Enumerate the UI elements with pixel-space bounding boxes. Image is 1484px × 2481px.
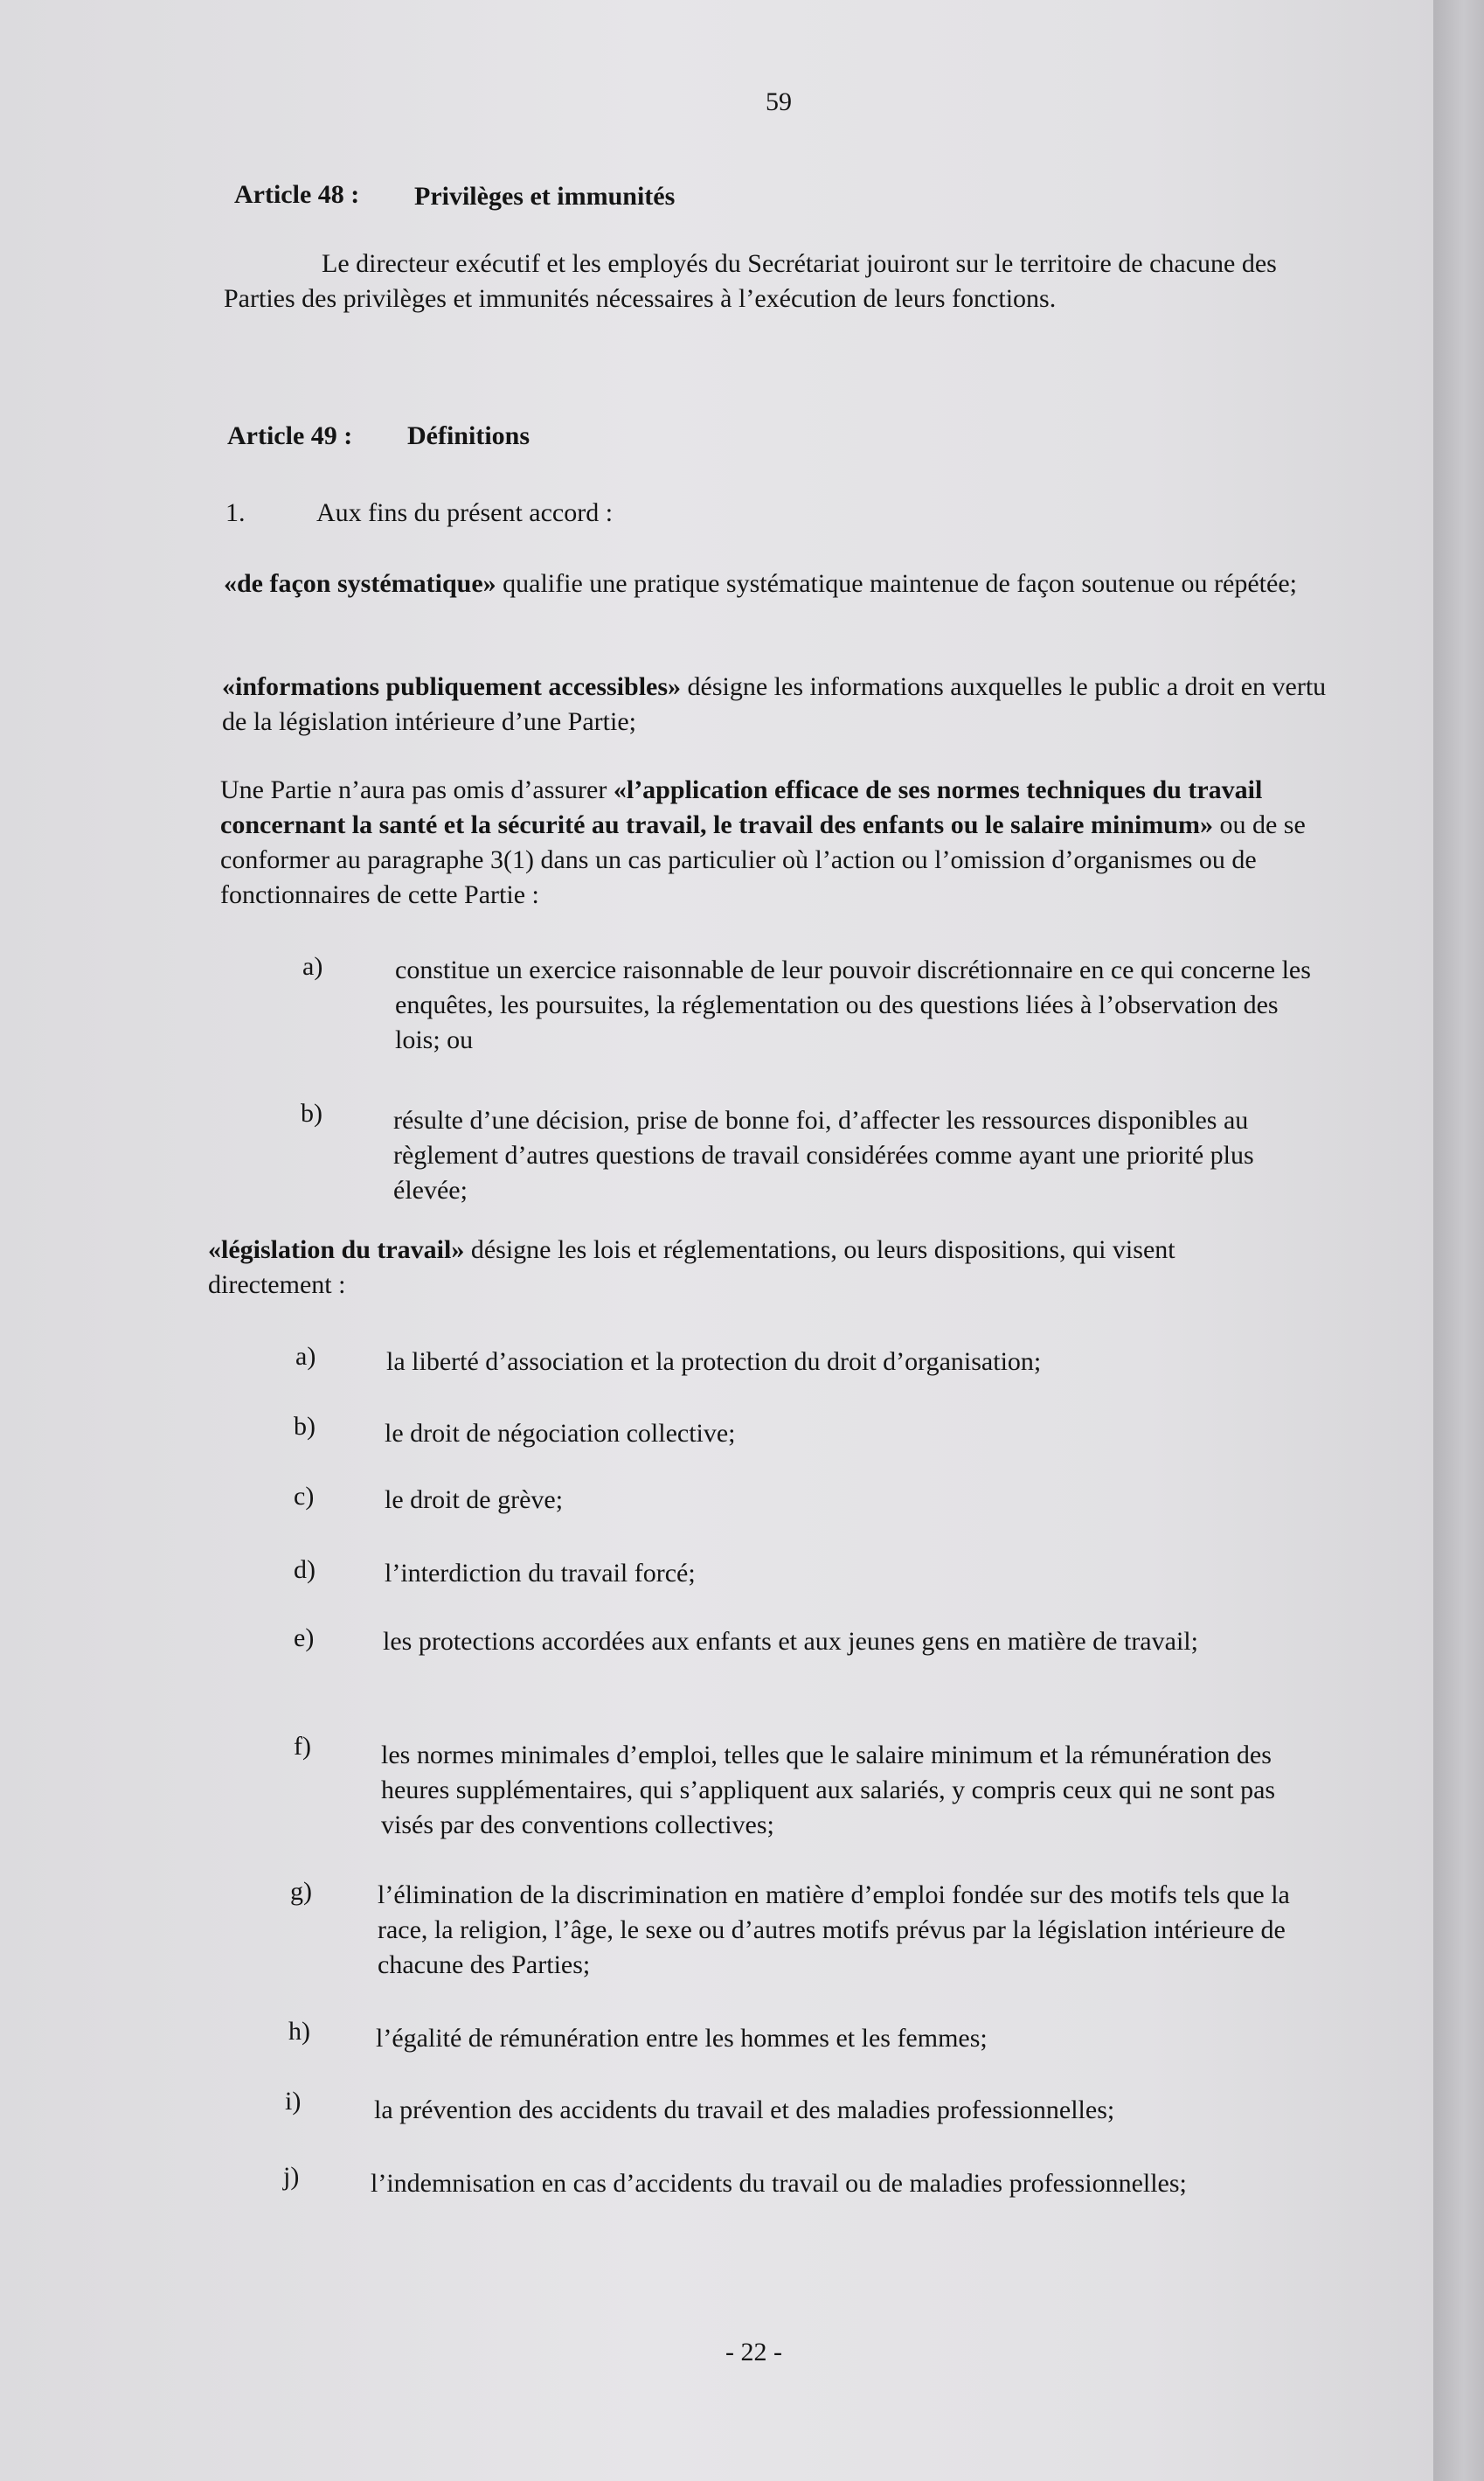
list-item-text: l’indemnisation en cas d’accidents du travail ou de maladies professionnelles; [371, 2169, 1187, 2198]
list-item-text: le droit de grève; [385, 1485, 564, 1514]
subitem-b-label: b) [301, 1099, 322, 1128]
list-item-text: l’élimination de la discrimination en matière d’emploi fondée sur des motifs tels que la race, la religion, l’âge, le sexe ou d’autres motifs prévus par la législation intérieure de chacune des Parties; [378, 1880, 1290, 1979]
article-48-heading-number: Article 48 : [234, 180, 360, 209]
page-number-bottom: - 22 - [725, 2338, 782, 2366]
list-item-text: la prévention des accidents du travail et des maladies professionnelles; [374, 2095, 1115, 2124]
definition-text: qualifie une pratique systématique maintenue de façon soutenue ou répétée; [496, 569, 1297, 598]
definition-informations-publiques [222, 670, 1341, 740]
article-49-para1-text: Aux fins du présent accord : [316, 498, 614, 527]
subitem-a-label: a) [302, 952, 323, 981]
list-item-text: l’égalité de rémunération entre les hommes et les femmes; [376, 2024, 988, 2053]
list-item-label: e) [294, 1623, 315, 1652]
definition-text: ou de se conformer au paragraphe 3(1) dans un cas particulier où l’action ou l’omission d’organismes ou de fonctionnaires de cette Partie : [220, 810, 1306, 909]
subitem-a-text: constitue un exercice raisonnable de leur pouvoir discrétionnaire en ce qui concerne les enquêtes, les poursuites, la réglementation ou des questions liées à l’observation des lois; ou [395, 956, 1311, 1054]
list-item-label: d) [294, 1555, 316, 1584]
definition-systematique [224, 566, 1342, 601]
list-item-text: le droit de négociation collective; [385, 1419, 736, 1448]
definition-legislation-travail [208, 1233, 1300, 1303]
definition-term: «informations publiquement accessibles» [222, 672, 682, 701]
article-49-heading-number: Article 49 : [227, 421, 353, 450]
definition-term: «législation du travail» [208, 1235, 465, 1264]
list-item-text: la liberté d’association et la protection du droit d’organisation; [386, 1347, 1042, 1376]
list-item-label: g) [290, 1877, 312, 1906]
list-item-label: a) [295, 1342, 316, 1371]
list-item-text: l’interdiction du travail forcé; [385, 1559, 696, 1588]
list-item-label: h) [288, 2017, 310, 2046]
list-item-text: les normes minimales d’emploi, telles que le salaire minimum et la rémunération des heures supplémentaires, qui s’appliquent aux salariés, y compris ceux qui ne sont pas visés par des conventions collectives; [381, 1741, 1276, 1839]
list-item-label: b) [294, 1412, 316, 1441]
definition-term: «l’application efficace de ses normes techniques du travail concernant la santé et la sécurité au travail, le travail des enfants ou le salaire minimum» [220, 775, 1263, 839]
definition-prefix: Une Partie n’aura pas omis d’assurer [220, 775, 614, 804]
article-49-heading-title: Définitions [407, 421, 530, 450]
list-item-label: j) [283, 2162, 300, 2191]
subitem-b-text: résulte d’une décision, prise de bonne foi, d’affecter les ressources disponibles au règlement d’autres questions de travail considérées comme ayant une priorité plus élevée; [393, 1106, 1254, 1205]
page-number-top: 59 [766, 87, 792, 116]
page-edge [1433, 0, 1484, 2481]
article-48-heading-title: Privilèges et immunités [414, 182, 676, 211]
list-item-label: f) [294, 1732, 311, 1761]
list-item-text: les protections accordées aux enfants et aux jeunes gens en matière de travail; [383, 1627, 1198, 1656]
definition-text: désigne les lois et réglementations, ou leurs dispositions, qui visent directement : [208, 1235, 1175, 1299]
definition-text: désigne les informations auxquelles le public a droit en vertu de la législation intérieure d’une Partie; [222, 672, 1327, 736]
definition-application-efficace [220, 773, 1313, 913]
list-item-label: c) [294, 1482, 315, 1511]
list-item-label: i) [285, 2087, 302, 2116]
article-49-para1-number: 1. [225, 498, 246, 527]
article-48-paragraph: Le directeur exécutif et les employés du Secrétariat jouiront sur le territoire de chacune des Parties des privilèges et immunités nécessaires à l’exécution de leurs fonctions. [224, 249, 1277, 313]
definition-term: «de façon systématique» [224, 569, 496, 598]
